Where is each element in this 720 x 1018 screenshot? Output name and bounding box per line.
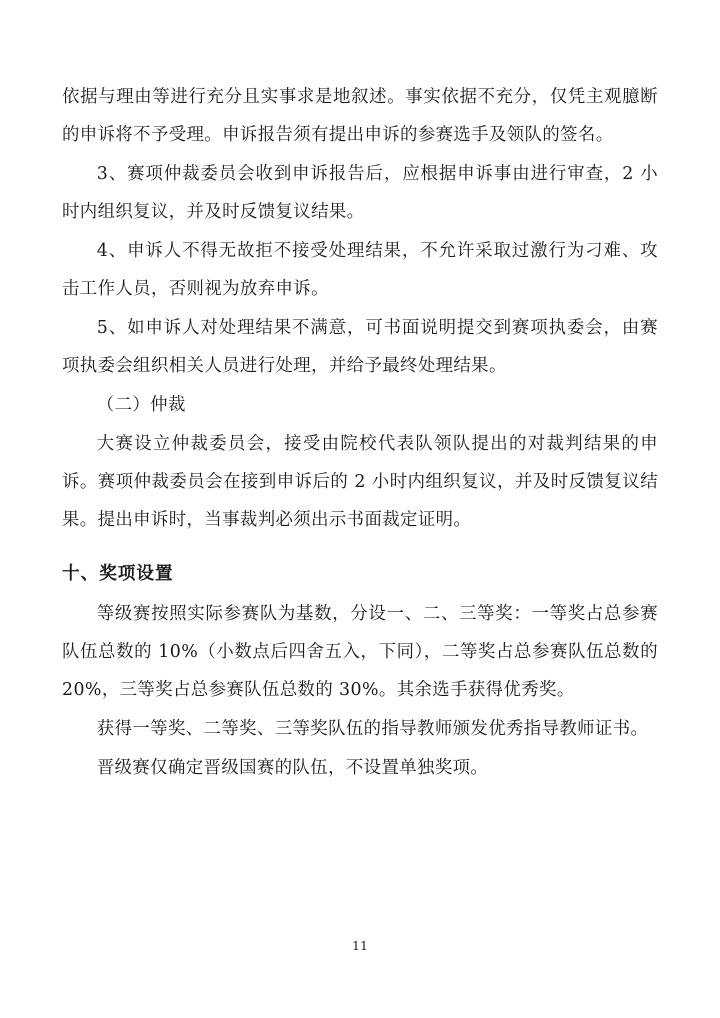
paragraph-awards-3: 晋级赛仅确定晋级国赛的队伍，不设置单独奖项。	[96, 758, 489, 778]
paragraph-continuation: 依据与理由等进行充分且实事求是地叙述。事实依据不充分，仅凭主观臆断的申诉将不予受理。申诉报告须有提出申诉的参赛选手及领队的签名。	[62, 87, 658, 145]
paragraph-awards-1: 等级赛按照实际参赛队为基数，分设一、二、三等奖：一等奖占总参赛队伍总数的 10%（小数点后四舍五入，下同），二等奖占总参赛队伍总数的 20%，三等奖占总参赛队伍总数的 30%。其余选手获得优秀奖。	[62, 604, 658, 700]
paragraph-arbitration-body: 大赛设立仲裁委员会，接受由院校代表队领队提出的对裁判结果的申诉。赛项仲裁委员会在接到申诉后的 2 小时内组织复议，并及时反馈复议结果。提出申诉时，当事裁判必须出示书面裁定证明。	[62, 434, 658, 530]
paragraph-item-5: 5、如申诉人对处理结果不满意，可书面说明提交到赛项执委会，由赛项执委会组织相关人员进行处理，并给予最终处理结果。	[62, 318, 658, 376]
paragraph-item-4: 4、申诉人不得无故拒不接受处理结果，不允许采取过激行为刁难、攻击工作人员，否则视为放弃申诉。	[62, 241, 658, 299]
paragraph-awards-2: 获得一等奖、二等奖、三等奖队伍的指导教师颁发优秀指导教师证书。	[96, 719, 649, 739]
section-heading-awards: 十、奖项设置	[62, 563, 174, 584]
paragraph-subsection-arbitration: （二）仲裁	[96, 395, 186, 415]
paragraph-item-3: 3、赛项仲裁委员会收到申诉报告后，应根据申诉事由进行审查，2 小时内组织复议，并及时反馈复议结果。	[62, 164, 658, 222]
page-number: 11	[352, 938, 368, 953]
page-content	[62, 78, 658, 788]
